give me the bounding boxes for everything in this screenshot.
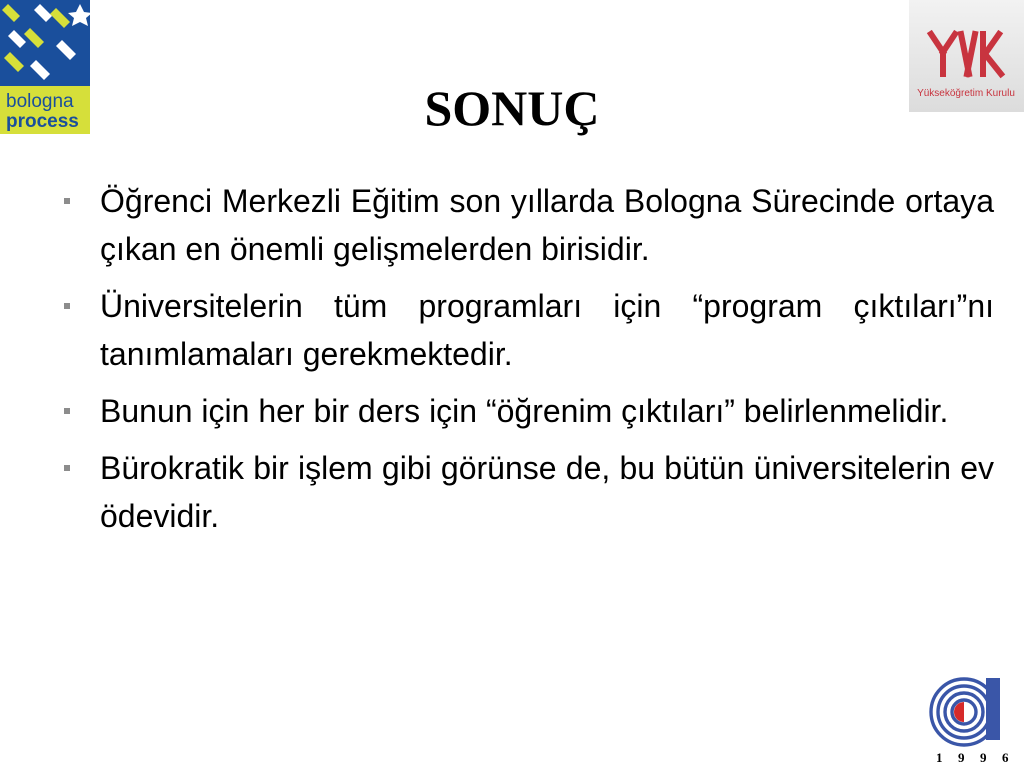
- anniversary-year-digit: 9: [980, 750, 987, 765]
- bullet-item: [62, 282, 994, 378]
- bologna-logo-line2: process: [6, 111, 79, 132]
- anniversary-year-digit: 6: [1002, 750, 1009, 765]
- bullet-item: [62, 444, 994, 540]
- slide-title: SONUÇ: [424, 80, 600, 136]
- bullet-text: Üniversitelerin tüm programları için “program çıktıları”nı tanımlamaları gerekmektedir.: [100, 288, 994, 372]
- bullet-item: [62, 177, 994, 273]
- anniversary-logo-graphic: [926, 672, 1020, 766]
- bullet-list: [62, 177, 994, 549]
- bullet-square-icon: [64, 465, 70, 471]
- anniversary-year-digit: 9: [958, 750, 965, 765]
- bullet-item: [62, 387, 994, 435]
- yok-logo-caption: Yükseköğretim Kurulu: [917, 88, 1015, 99]
- bullet-text: Bunun için her bir ders için “öğrenim çıktıları” belirlenmelidir.: [100, 393, 949, 429]
- bullet-text: Bürokratik bir işlem gibi görünse de, bu bütün üniversitelerin ev ödevidir.: [100, 450, 994, 534]
- bullet-square-icon: [64, 198, 70, 204]
- bullet-square-icon: [64, 408, 70, 414]
- anniversary-year-digit: 1: [936, 750, 943, 765]
- bullet-square-icon: [64, 303, 70, 309]
- bullet-text: Öğrenci Merkezli Eğitim son yıllarda Bologna Sürecinde ortaya çıkan en önemli gelişmelerden birisidir.: [100, 183, 994, 267]
- anniversary-logo: [926, 672, 1020, 766]
- bologna-logo-line1: bologna: [6, 91, 74, 112]
